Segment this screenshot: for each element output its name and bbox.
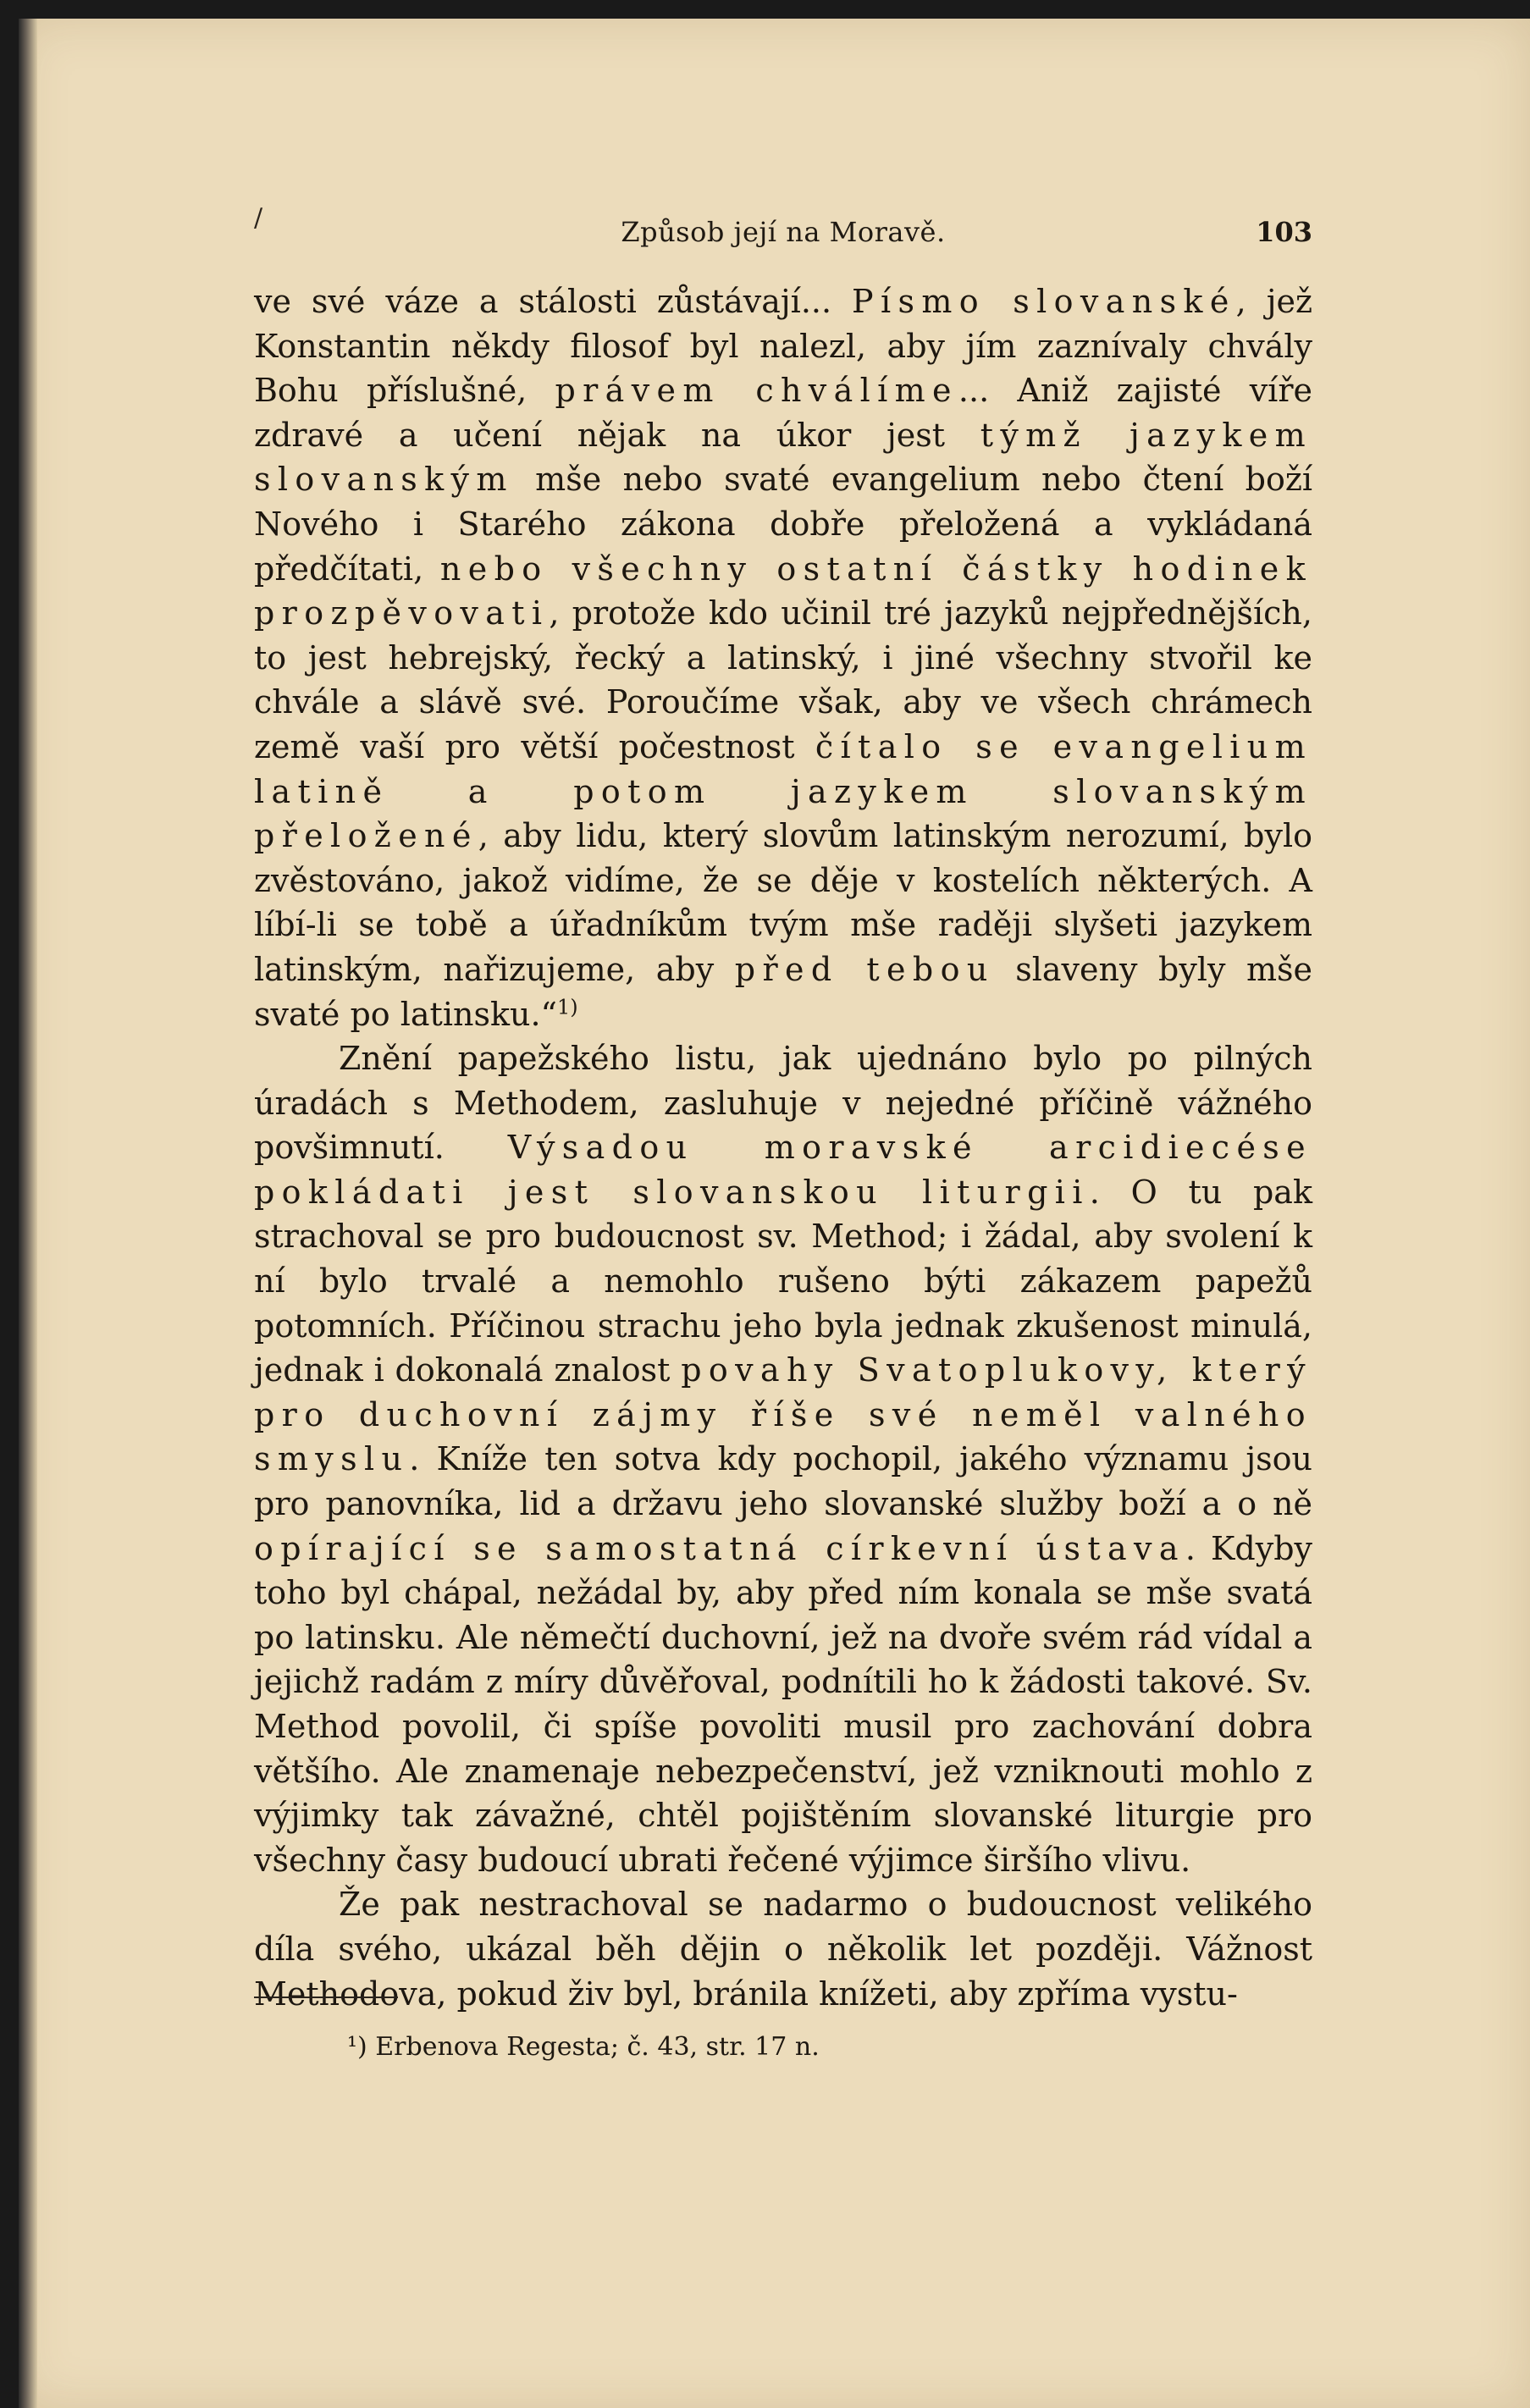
- running-head: [254, 216, 1312, 258]
- text-segment: , aby lidu, který slovům latinským nerozumí, bylo zvěstováno, jakož vidíme, že se děje v kostelích některých. A líbí-li se tobě a úřadníkům tvým mše raději slyšeti jazykem latinským, nařizujeme, aby: [254, 817, 1312, 988]
- footnote: ¹) Erbenova Regesta; č. 43, str. 17 n.: [347, 2032, 820, 2062]
- emphasized-text: týmž jazykem slovanským: [254, 416, 1312, 499]
- emphasized-text: před tebou: [734, 950, 995, 988]
- book-binding-edge: [19, 19, 37, 2408]
- emphasized-text: opírající se samostatná církevní ústava: [254, 1529, 1185, 1567]
- text-segment: , jež Konstantin někdy filosof byl nalezl, aby jím zaznívaly chvály Bohu příslušné,: [254, 283, 1312, 410]
- emphasized-text: povahy Svatoplukovy, který pro duchovní zájmy říše své neměl valného smyslu: [254, 1351, 1312, 1478]
- text-segment: , protože kdo učinil tré jazyků nejpřednějších, to jest hebrejský, řecký a latinský, i jiné všechny stvořil ke chvále a slávě své. Poroučíme však, aby ve všech chrámech země vaší pro větší počestnost: [254, 594, 1312, 765]
- footnote-separator: [254, 1997, 398, 1998]
- paragraph: [254, 1036, 1312, 1882]
- text-segment: Znění papežského listu, jak ujednáno bylo po pilných úradách s Methodem, zasluhuje v nejedné příčině vážného povšimnutí.: [254, 1040, 1312, 1167]
- page-number: 103: [1256, 216, 1312, 248]
- emphasized-text: Výsadou moravské arcidiecése pokládati jest slovanskou liturgii: [254, 1129, 1313, 1211]
- paragraph: [254, 279, 1312, 1036]
- text-segment: . Kníže ten sotva kdy pochopil, jakého významu jsou pro panovníka, lid a državu jeho slovanské služby boží a o ně: [254, 1440, 1312, 1523]
- paragraph: [254, 1882, 1312, 2016]
- text-segment: . Kdyby toho byl chápal, nežádal by, aby před ním konala se mše svatá po latinsku. Ale němečtí duchovní, jež na dvoře svém rád vídal a jejichž radám z míry důvěřoval, podnítili ho k žádosti takové. Sv. Method povolil, či spíše povoliti musil pro zachování dobra většího. Ale znamenaje nebezpečenství, jež vzniknouti mohlo z výjimky tak závažné, chtěl pojištěním slovanské liturgie pro všechny časy budoucí ubrati řečené výjimce širšího vlivu.: [254, 1529, 1312, 1879]
- running-head-title: Způsob její na Moravě.: [621, 216, 946, 248]
- emphasized-text: nebo všechny ostatní částky hodinek prozpěvovati: [254, 550, 1312, 632]
- text-segment: Že pak nestrachoval se nadarmo o budoucnost velikého díla svého, ukázal běh dějin o několik let později. Vážnost Methodova, pokud živ byl, bránila knížeti, aby zpříma vystu-: [254, 1886, 1312, 2013]
- text-segment: ... Aniž zajisté víře zdravé a učení nějak na úkor jest: [254, 372, 1312, 454]
- text-segment: ve své váze a stálosti zůstávají...: [254, 283, 853, 320]
- body-text: [254, 279, 1312, 2016]
- text-segment: . O tu pak strachoval se pro budoucnost sv. Method; i žádal, aby svolení k ní bylo trvalé a nemohlo rušeno býti zákazem papežů potomních. Příčinou strachu jeho byla jednak zkušenost minulá, jednak i dokonalá znalost: [254, 1173, 1312, 1389]
- footnote-reference: 1): [556, 994, 578, 1019]
- text-segment: mše nebo svaté evangelium nebo čtení boží Nového i Starého zákona dobře přeložená a vykládaná předčítati,: [254, 461, 1312, 588]
- emphasized-text: Písmo slovanské: [852, 283, 1236, 320]
- text-segment: slaveny byly mše svaté po latinsku.“: [254, 950, 1312, 1033]
- emphasized-text: právem chválíme: [555, 372, 958, 410]
- page-mark: /: [254, 203, 263, 233]
- emphasized-text: čítalo se evangelium latině a potom jazykem slovanským přeložené: [254, 727, 1312, 855]
